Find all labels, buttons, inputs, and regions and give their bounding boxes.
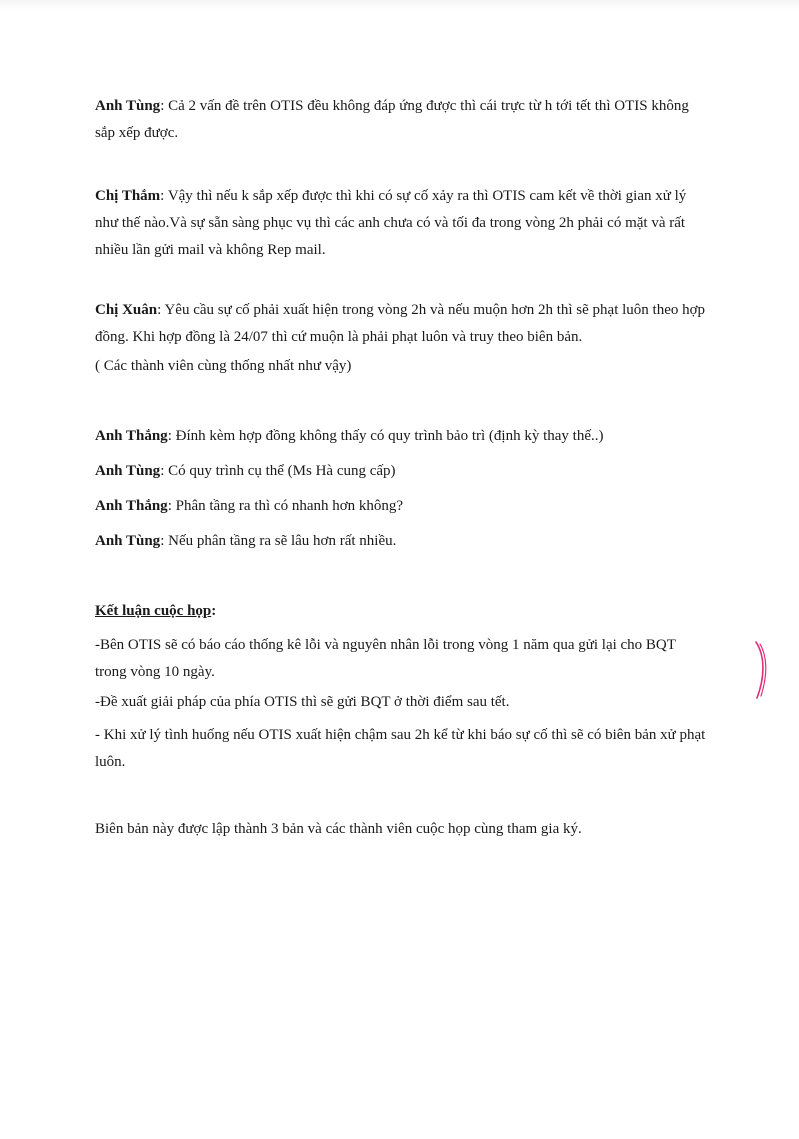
speaker-name: Chị Thắm bbox=[95, 188, 161, 204]
conclusion-heading bbox=[95, 598, 710, 625]
speaker-name: Anh Thắng bbox=[95, 428, 168, 444]
conclusion-item bbox=[95, 689, 710, 716]
statement-anh-tung-3 bbox=[95, 528, 710, 555]
scan-edge bbox=[0, 0, 799, 10]
consensus-note bbox=[95, 353, 710, 380]
statement-text: : Yêu cầu sự cố phải xuất hiện trong vòng 2h và nếu muộn hơn 2h thì sẽ phạt luôn theo hợp đồng. Khi hợp đồng là 24/07 thì cứ muộn là phải phạt luôn và truy theo biên bản. bbox=[95, 302, 706, 345]
statement-text: : Nếu phân tầng ra sẽ lâu hơn rất nhiều. bbox=[160, 533, 397, 549]
speaker-name: Anh Tùng bbox=[95, 98, 161, 114]
conclusion-item bbox=[95, 722, 710, 776]
statement-text: : Vậy thì nếu k sắp xếp được thì khi có sự cố xảy ra thì OTIS cam kết về thời gian xử lý như thế nào.Và sự sẵn sàng phục vụ thì các anh chưa có và tối đa trong vòng 2h phải có mặt và rất nhiều lần gửi mail và không Rep mail. bbox=[95, 188, 687, 258]
speaker-name: Anh Tùng bbox=[95, 463, 161, 479]
conclusion-item-text: - Khi xử lý tình huống nếu OTIS xuất hiện chậm sau 2h kể từ khi báo sự cố thì sẽ có biên bản xử phạt luôn. bbox=[95, 727, 706, 770]
conclusion-item bbox=[95, 632, 710, 686]
statement-anh-thang-1 bbox=[95, 423, 710, 450]
statement-anh-thang-2 bbox=[95, 493, 710, 520]
speaker-name: Anh Thắng bbox=[95, 498, 168, 514]
statement-chi-tham bbox=[95, 183, 710, 264]
statement-text: : Cả 2 vấn đề trên OTIS đều không đáp ứng được thì cái trực từ h tới tết thì OTIS không sắp xếp được. bbox=[95, 98, 689, 141]
closing-statement bbox=[95, 816, 710, 843]
speaker-name: Anh Tùng bbox=[95, 533, 161, 549]
speaker-name: Chị Xuân bbox=[95, 302, 158, 318]
conclusion-heading-text: Kết luận cuộc họp bbox=[95, 603, 212, 619]
statement-text: : Đính kèm hợp đồng không thấy có quy trình bảo trì (định kỳ thay thế..) bbox=[167, 428, 604, 444]
statement-chi-xuan bbox=[95, 297, 710, 351]
closing-text: Biên bản này được lập thành 3 bản và các thành viên cuộc họp cùng tham gia ký. bbox=[95, 821, 582, 837]
statement-anh-tung-1 bbox=[95, 93, 710, 147]
margin-mark bbox=[750, 640, 772, 700]
statement-text: : Phân tầng ra thì có nhanh hơn không? bbox=[167, 498, 404, 514]
statement-anh-tung-2 bbox=[95, 458, 710, 485]
conclusion-item-text: -Bên OTIS sẽ có báo cáo thống kê lỗi và nguyên nhân lỗi trong vòng 1 năm qua gửi lại cho BQT trong vòng 10 ngày. bbox=[95, 637, 676, 680]
statement-text: ( Các thành viên cùng thống nhất như vậy) bbox=[95, 358, 352, 374]
statement-text: : Có quy trình cụ thể (Ms Hà cung cấp) bbox=[160, 463, 396, 479]
conclusion-heading-colon: : bbox=[211, 603, 217, 619]
conclusion-item-text: -Đề xuất giải pháp của phía OTIS thì sẽ gửi BQT ở thời điểm sau tết. bbox=[95, 694, 510, 710]
